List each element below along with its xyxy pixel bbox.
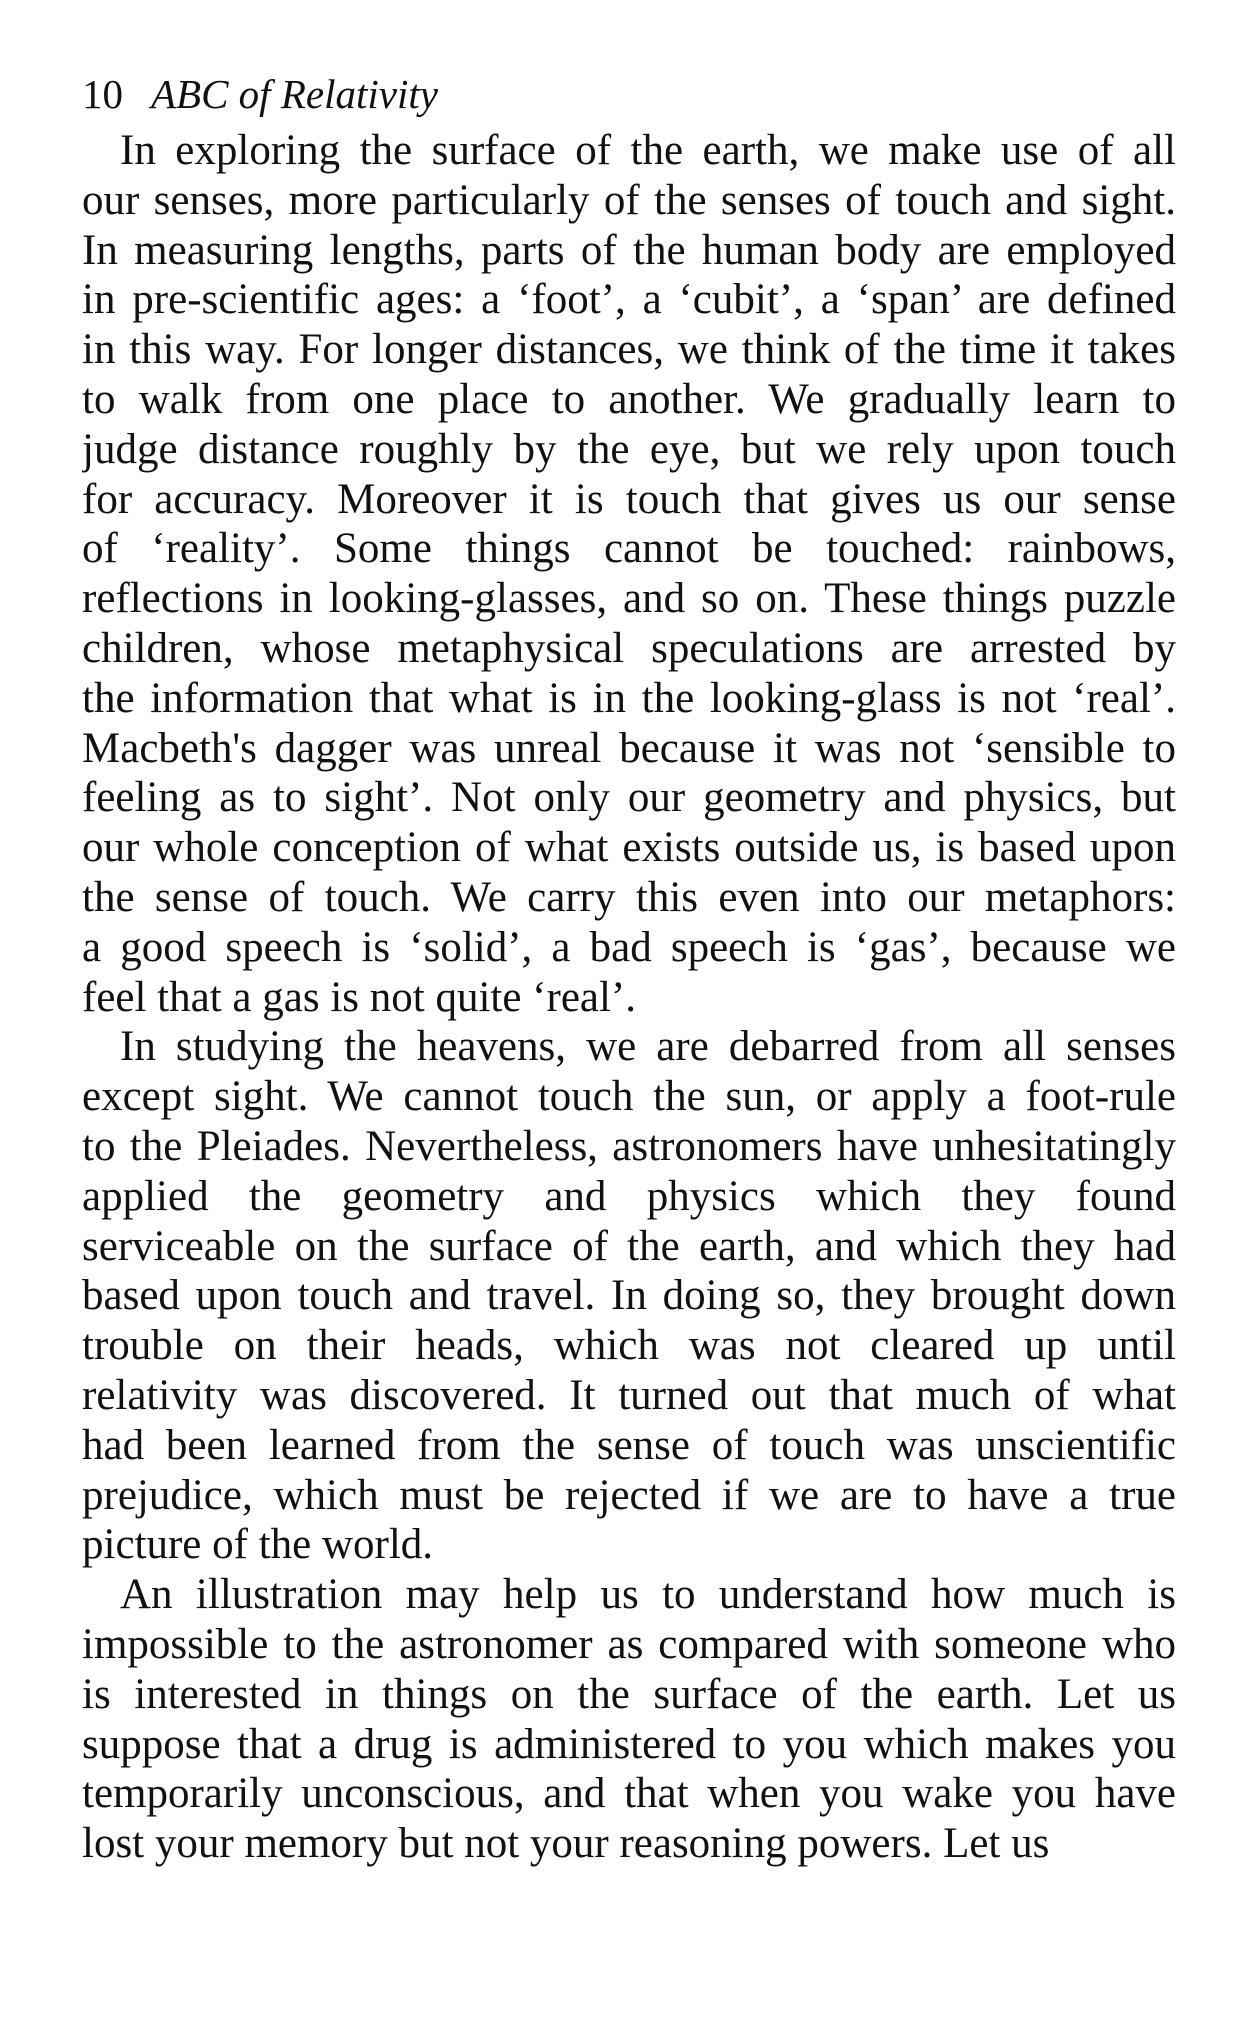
text-line: reflections in looking-glasses, and so on. These things puzzle <box>82 575 1176 623</box>
text-line: the information that what is in the looking-glass is not ‘real’. <box>82 674 1176 722</box>
text-line: serviceable on the surface of the earth, and which they had <box>82 1222 1176 1270</box>
text-line: trouble on their heads, which was not cleared up until <box>82 1322 1176 1370</box>
text-line: to walk from one place to another. We gradually learn to <box>82 375 1176 423</box>
text-line: except sight. We cannot touch the sun, or apply a foot-rule <box>82 1073 1176 1121</box>
text-line: in pre-scientific ages: a ‘foot’, a ‘cubit’, a ‘span’ are defined <box>82 276 1176 324</box>
book-page <box>82 62 1176 1869</box>
text-line: relativity was discovered. It turned out that much of what <box>82 1371 1176 1419</box>
text-line: feeling as to sight’. Not only our geometry and physics, but <box>82 774 1176 822</box>
text-line: for accuracy. Moreover it is touch that gives us our sense <box>82 475 1176 523</box>
text-line: In measuring lengths, parts of the human body are employed <box>82 226 1176 274</box>
text-line: is interested in things on the surface of the earth. Let us <box>82 1670 1176 1718</box>
text-line: of ‘reality’. Some things cannot be touched: rainbows, <box>82 525 1176 573</box>
text-line: temporarily unconscious, and that when you wake you have <box>82 1770 1176 1818</box>
book-title: ABC of Relativity <box>151 71 438 117</box>
text-line: In exploring the surface of the earth, we make use of all <box>120 127 1176 174</box>
text-line: impossible to the astronomer as compared with someone who <box>82 1620 1176 1668</box>
page-number: 10 <box>82 71 123 117</box>
text-line: prejudice, which must be rejected if we are to have a true <box>82 1471 1176 1519</box>
text-line: to the Pleiades. Nevertheless, astronomers have unhesitatingly <box>82 1122 1176 1170</box>
text-line: In studying the heavens, we are debarred from all senses <box>120 1023 1176 1071</box>
paragraph <box>82 1022 1176 1570</box>
text-line: had been learned from the sense of touch was unscientific <box>82 1421 1176 1469</box>
text-line: based upon touch and travel. In doing so, they brought down <box>82 1272 1176 1320</box>
text-line: picture of the world. <box>82 1521 434 1569</box>
text-line: lost your memory but not your reasoning powers. Let us <box>82 1820 1050 1868</box>
paragraph <box>82 1570 1176 1869</box>
text-line: judge distance roughly by the eye, but we rely upon touch <box>82 425 1176 473</box>
text-line: Macbeth's dagger was unreal because it was not ‘sensible to <box>82 724 1176 772</box>
body-text <box>82 126 1176 1869</box>
text-line: our whole conception of what exists outside us, is based upon <box>82 824 1176 872</box>
text-line: a good speech is ‘solid’, a bad speech is ‘gas’, because we <box>82 923 1176 971</box>
text-line: our senses, more particularly of the senses of touch and sight. <box>82 176 1176 224</box>
text-line: the sense of touch. We carry this even into our metaphors: <box>82 873 1176 921</box>
text-line: feel that a gas is not quite ‘real’. <box>82 973 637 1021</box>
paragraph <box>82 126 1176 1022</box>
text-line: suppose that a drug is administered to you which makes you <box>82 1720 1176 1768</box>
text-line: children, whose metaphysical speculations are arrested by <box>82 624 1176 672</box>
running-head <box>82 62 1176 126</box>
text-line: in this way. For longer distances, we think of the time it takes <box>82 326 1176 374</box>
text-line: applied the geometry and physics which they found <box>82 1172 1176 1220</box>
text-line: An illustration may help us to understand how much is <box>120 1571 1176 1619</box>
